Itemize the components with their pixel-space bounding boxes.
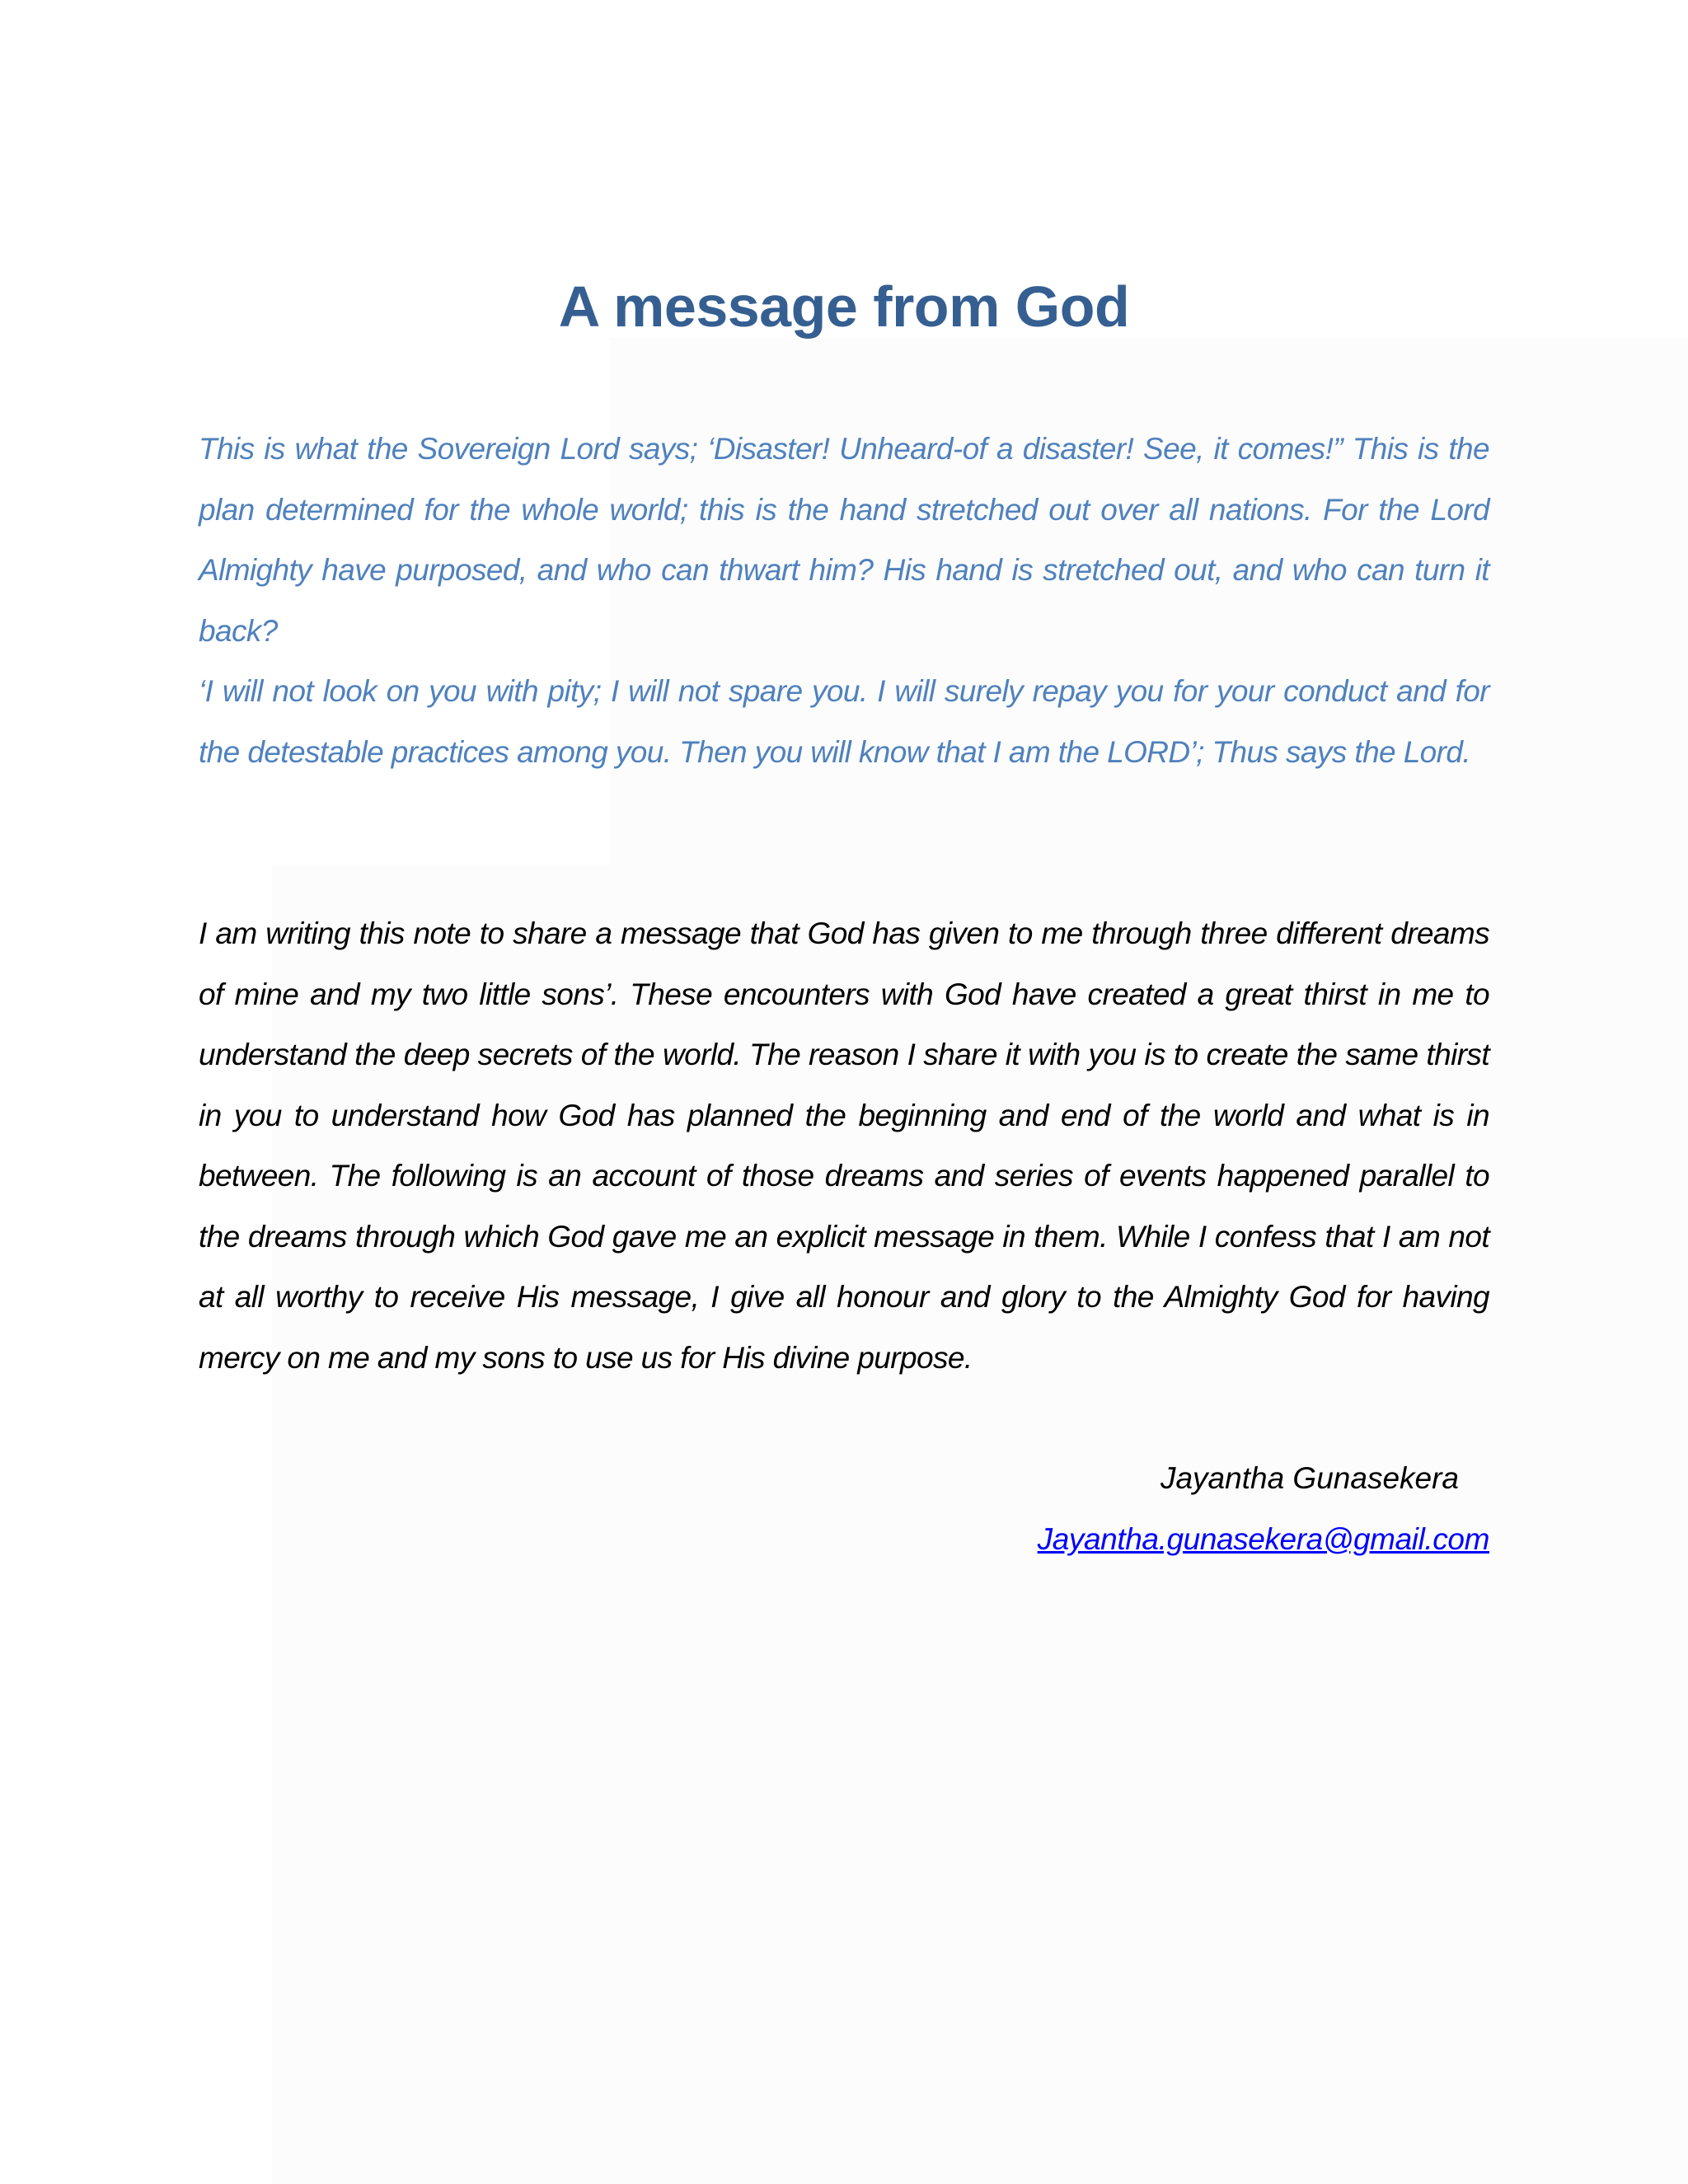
document-title: A message from God xyxy=(558,274,1130,339)
quote-paragraph-2: ‘I will not look on you with pity; I will not spare you. I will surely repay you for your conduct and for the detestable practices among you. Then you will know that I am the LORD’; Thus says the Lord. xyxy=(199,674,1489,769)
signature-block xyxy=(1097,1448,1489,1509)
body-paragraph: I am writing this note to share a message that God has given to me through three different dreams of mine and my two little sons’. These encounters with God have created a great thirst in me to understand the deep secrets of the world. The reason I share it with you is to create the same thirst in you to understand how God has planned the beginning and end of the world and what is in between. The following is an account of those dreams and series of events happened parallel to the dreams through which God gave me an explicit message in them. While I confess that I am not at all worthy to receive His message, I give all honour and glory to the Almighty God for having mercy on me and my sons to use us for His divine purpose. xyxy=(199,916,1489,1375)
quote-paragraph-1: This is what the Sovereign Lord says; ‘Disaster! Unheard-of a disaster! See, it comes!” This is the plan determined for the whole world; this is the hand stretched out over all nations. For the Lord Almighty have purposed, and who can thwart him? His hand is stretched out, and who can turn it back? xyxy=(199,432,1489,648)
signature-email-link[interactable]: Jayantha.gunasekera@gmail.com xyxy=(1037,1522,1489,1556)
signature-name: Jayantha Gunasekera xyxy=(1160,1461,1459,1495)
